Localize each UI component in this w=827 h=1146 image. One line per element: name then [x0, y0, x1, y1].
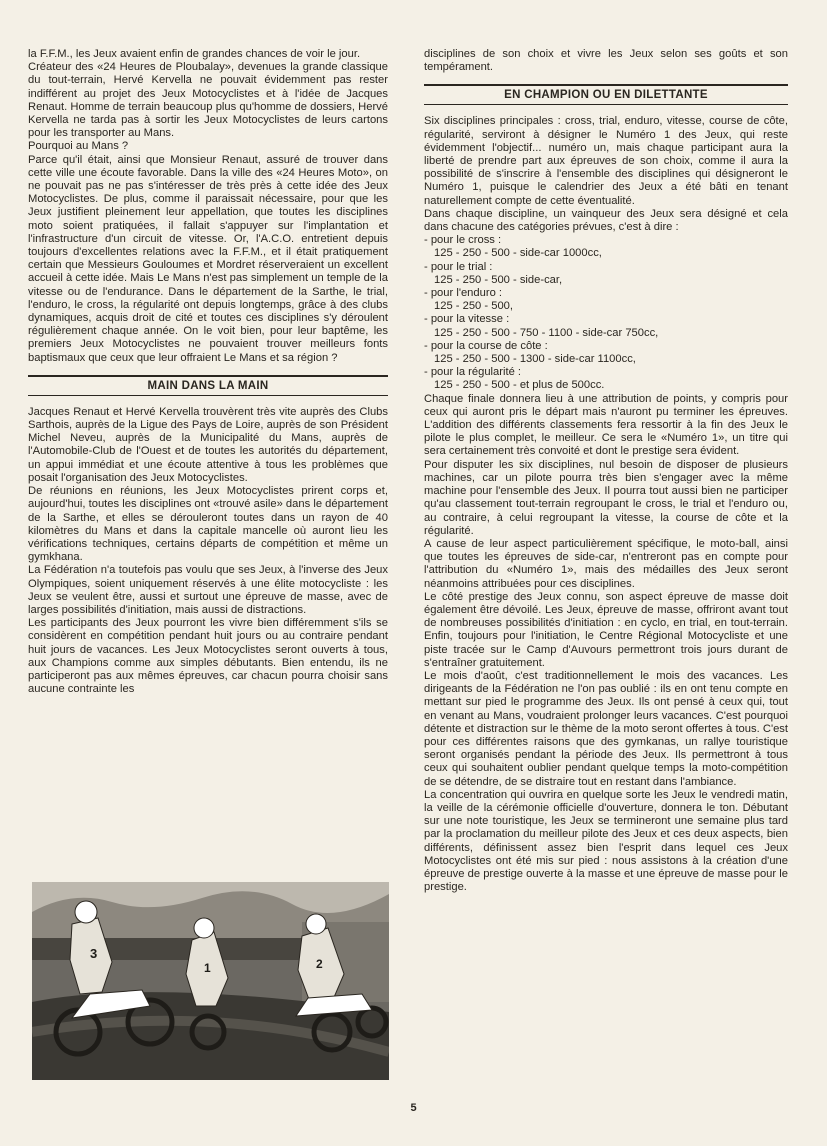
list-item: 125 - 250 - 500, [434, 300, 513, 313]
motocross-photo-image [32, 882, 389, 1080]
list-item: 125 - 250 - 500 - side-car, [434, 273, 563, 286]
paragraph: la F.F.M., les Jeux avaient enfin de grandes chances de voir le jour. [28, 48, 361, 60]
rider-number: 2 [316, 957, 323, 971]
rider-number: 1 [204, 961, 211, 975]
paragraph: Créateur des «24 Heures de Ploubalay», devenues la grande classique du tout-terrain, Hervé Kervella ne pouvait évidemment pas rester indifférent au projet des Jeux Motocyclistes et à l'idée de Jacques Renaut. Homme de terrain beaucoup plus qu'homme de dossiers, Hervé Kervella ne tarda pas à sortir les Jeux Motocyclistes de leurs cartons pour les transporter au Mans. [28, 61, 388, 140]
list-item: 125 - 250 - 500 - 750 - 1100 - side-car 750cc, [434, 326, 659, 339]
list-item: - pour le trial : [424, 260, 493, 273]
list-item: 125 - 250 - 500 - et plus de 500cc. [434, 379, 605, 392]
motocross-photo [32, 882, 389, 1080]
right-column [424, 48, 788, 894]
list-item: - pour la vitesse : [424, 313, 510, 326]
paragraph: Six disciplines principales : cross, trial, enduro, vitesse, course de côte, régularité, serviront à désigner le Numéro 1 des Jeux, qui reste évidemment l'objectif... numéro un, mais chaque participant aura la liberté de prendre part aux épreuves de son choix, comme il aura la possibilité de s'inscrire à l'ensemble des disciplines qui désigneront le Numéro 1, puisque le calendrier des Jeux a été bâti en tenant naturellement compte de cette éventualité. [424, 115, 788, 207]
paragraph: La concentration qui ouvrira en quelque sorte les Jeux le vendredi matin, la veille de la cérémonie officielle d'ouverture, donnera le ton. Débutant sur une note touristique, les Jeux se termineront une semaine plus tard par la proclamation du meilleur pilote des Jeux et ces deux aspects, bien différents, définissent assez bien l'esprit dans lequel ces Jeux Motocyclistes ont été mis sur pied : nous assistons à la création d'une épreuve de prestige ouverte à la masse et une épreuve de masse pour le prestige. [424, 788, 788, 894]
paragraph: disciplines de son choix et vivre les Jeux selon ses goûts et son tempérament. [424, 48, 788, 74]
rider-number: 3 [90, 946, 98, 961]
list-item: - pour le cross : [424, 234, 502, 247]
section-heading-main-dans-la-main: MAIN DANS LA MAIN [28, 375, 388, 396]
paragraph: Les participants des Jeux pourront les vivre bien différemment s'ils se considèrent en compétition pendant huit jours ou au contraire pendant huit jours de vacances. Les Jeux Motocyclistes seront ouverts à tous, aux Champions comme aux simples débutants. Bien entendu, ils ne participeront pas aux mêmes épreuves, car chacun pourra choisir sans aucune contrainte les [28, 617, 388, 696]
paragraph: Le côté prestige des Jeux connu, son aspect épreuve de masse doit également être dévoilé. Les Jeux, épreuve de masse, offriront avant tout de nombreuses possibilités d'initiation : en cyclo, en trial, en tout-terrain. Enfin, toujours pour l'initiation, le Centre Régional Motocycliste et une piste tracée sur le Camp d'Auvours permettront trois jours durant de s'entraîner gratuitement. [424, 590, 788, 669]
paragraph: Chaque finale donnera lieu à une attribution de points, y compris pour ceux qui auront pris le départ mais n'auront pu terminer les épreuves. L'addition des différents classements fera ressortir à la fin des Jeux le pilote le plus complet, le meilleur. Ce sera le «Numéro 1», un titre qui sera certainement très convoité et dont le prestige sera évident. [424, 392, 788, 458]
list-item: 125 - 250 - 500 - 1300 - side-car 1100cc, [434, 353, 636, 366]
paragraph: Le mois d'août, c'est traditionnellement le mois des vacances. Les dirigeants de la Fédération ne l'on pas oublié : ils en ont tenu compte en mettant sur pied le programme des Jeux. Ils ont pensé à ceux qui, tout en venant au Mans, voudraient prolonger leurs vacances. C'est pourquoi détente et distraction sur le thème de la moto seront offertes à tous. C'est pour ces différentes raisons que des gymkanas, un rallye touristique seront organisés pendant la période des Jeux. Ils permettront à tous ceux qui souhaitent oublier pendant quelque temps la moto-compétition de se détendre, de se distraire tout en restant dans l'ambiance. [424, 669, 788, 788]
page-number: 5 [410, 1102, 417, 1114]
list-item: - pour l'enduro : [424, 287, 503, 300]
left-column [28, 48, 388, 696]
list-item: - pour la course de côte : [424, 339, 548, 352]
paragraph: Parce qu'il était, ainsi que Monsieur Renaut, assuré de trouver dans cette ville une écoute favorable. Dans la ville des «24 Heures Moto», on ne pouvait pas ne pas s'intéresser de très près à cette idée des Jeux Motocyclistes. De plus, comme il paraissait nécessaire, pour que les Jeux justifient pleinement leur appellation, que toutes les disciplines moto soient pratiquées, il fallait s'appuyer sur l'implantation et l'infrastructure d'un circuit de vitesse. Or, l'A.C.O. entretient depuis toujours d'excellentes relations avec la F.F.M., et il était pratiquement certain que Messieurs Gouloumes et Mordret réserveraient un excellent accueil à cette idée. Mais Le Mans n'est pas simplement un temple de la vitesse ou de l'endurance. Dans le département de la Sarthe, le trial, l'enduro, le cross, la régularité ont depuis longtemps, grâce à des clubs dynamiques, acquis droit de cité et toutes ces disciplines s'y déroulent régulièrement chaque année. On le voit bien, pour leur baptême, les premiers Jeux Motocyclistes ne pouvaient trouver meilleurs fonts baptismaux que ceux que leur offraient Le Mans et sa région ? [28, 153, 388, 364]
paragraph: A cause de leur aspect particulièrement spécifique, le moto-ball, ainsi que toutes les épreuves de side-car, n'entreront pas en compte pour l'attribution du «Numéro 1», mais des médailles des Jeux seront néanmoins attribuées pour ces disciplines. [424, 537, 788, 590]
list-item: - pour la régularité : [424, 366, 522, 379]
paragraph: Dans chaque discipline, un vainqueur des Jeux sera désigné et cela dans chacune des catégories prévues, c'est à dire : [424, 207, 788, 234]
list-item: 125 - 250 - 500 - side-car 1000cc, [434, 247, 602, 260]
paragraph: La Fédération n'a toutefois pas voulu que ses Jeux, à l'inverse des Jeux Olympiques, soient uniquement réservés à une élite motocycliste : les Jeux se veulent être, aussi et surtout une épreuve de masse, avec de larges possibilités d'initiation, mais aussi de distractions. [28, 564, 388, 616]
paragraph: Jacques Renaut et Hervé Kervella trouvèrent très vite auprès des Clubs Sarthois, auprès de la Ligue des Pays de Loire, auprès de son Président Michel Neveu, auprès de la Municipalité du Mans, auprès de l'Automobile-Club de l'Ouest et de toutes les autorités du département, un appui immédiat et une écoute attentive à tous les problèmes que posait l'organisation des Jeux Motocyclistes. [28, 405, 388, 484]
paragraph: Pour disputer les six disciplines, nul besoin de disposer de plusieurs machines, car un pilote pourra très bien s'engager avec la même machine pour l'ensemble des Jeux. Il pourra tout aussi bien ne participer qu'au classement tout-terrain regroupant le cross, le trial et l'enduro ou, au contraire, à celui regroupant la vitesse, la course de côte et la régularité. [424, 458, 788, 537]
section-heading-en-champion: EN CHAMPION OU EN DILETTANTE [424, 84, 788, 105]
paragraph: Pourquoi au Mans ? [28, 140, 129, 153]
paragraph: De réunions en réunions, les Jeux Motocyclistes prirent corps et, aujourd'hui, toutes les disciplines ont «trouvé asile» dans le département de la Sarthe, et elles se dérouleront toutes dans un rayon de 40 kilomètres du Mans et dans la capitale mancelle où auront lieu les vérifications techniques, certains départs de compétition et même un gymkhana. [28, 485, 388, 564]
